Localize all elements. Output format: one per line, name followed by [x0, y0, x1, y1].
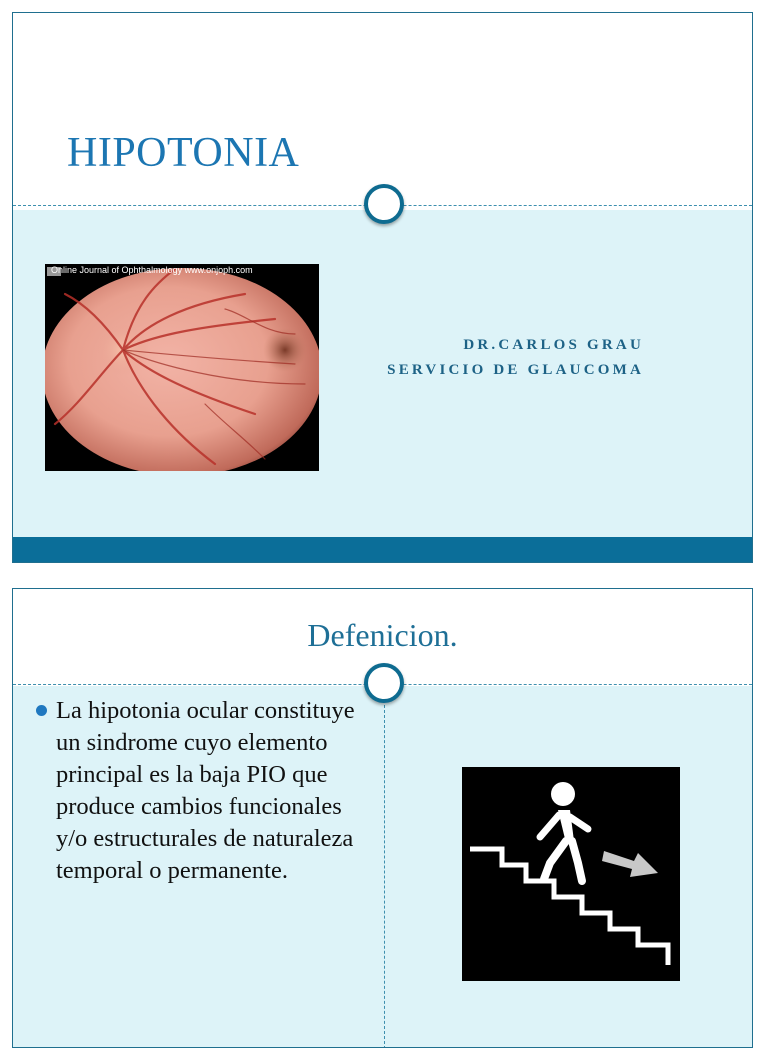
bottom-accent-bar	[13, 537, 752, 563]
definition-slide	[12, 588, 753, 1048]
fundus-photo	[45, 264, 319, 471]
divider-circle-icon	[364, 184, 404, 224]
slide-title: Defenicion.	[307, 617, 458, 653]
bullet-icon	[36, 705, 47, 716]
title-area	[13, 13, 752, 207]
department-name: SERVICIO DE GLAUCOMA	[387, 362, 644, 378]
author-name: DR.CARLOS GRAU	[463, 337, 644, 353]
column-divider	[384, 705, 385, 1048]
image-watermark: Online Journal of Ophthalmology www.onjoph.com	[51, 265, 253, 275]
divider-circle-icon	[364, 663, 404, 703]
bullet-text: La hipotonia ocular constituye un sindrome cuyo elemento principal es la baja PIO que produce cambios funcionales y/o estructurales de naturaleza temporal o permanente.	[56, 697, 355, 884]
person-walking-down-stairs-icon	[462, 767, 680, 981]
title-slide	[12, 12, 753, 563]
slide-title: HIPOTONIA	[67, 130, 300, 176]
